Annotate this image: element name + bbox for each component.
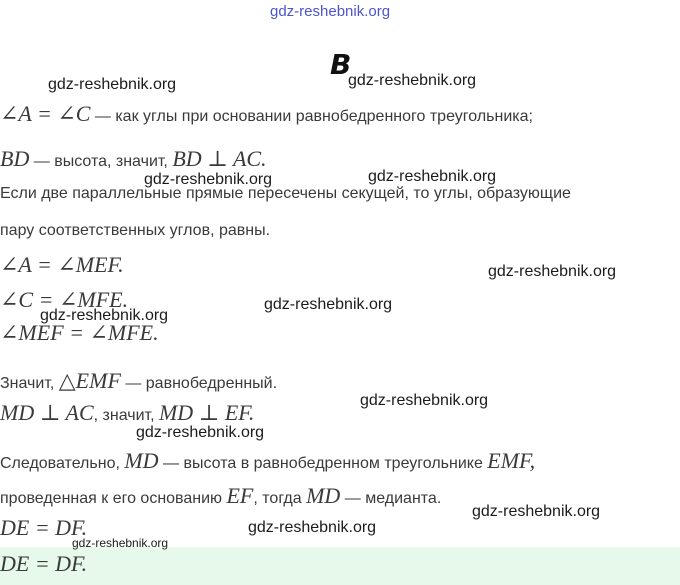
- line-altitude: BD — высота, значит, BD ⊥ AC.: [0, 146, 267, 171]
- line-median: проведенная к его основанию EF, тогда MD — медианта.: [0, 483, 442, 508]
- watermark: gdz-reshebnik.org: [48, 76, 177, 93]
- line-angles-equal: ∠A = ∠C — как углы при основании равнобедренного треугольника;: [0, 101, 533, 126]
- line-perpendicular: MD ⊥ AC, значит, MD ⊥ EF.: [0, 400, 255, 425]
- line-angle-c: ∠C = ∠MFE.: [0, 287, 129, 312]
- line-theorem-cont: пару соответственных углов, равны.: [0, 222, 271, 239]
- watermark: gdz-reshebnik.org: [264, 296, 393, 313]
- watermark: gdz-reshebnik.org: [248, 519, 377, 536]
- line-answer: DE = DF.: [0, 551, 88, 576]
- section-letter: B: [330, 48, 352, 81]
- watermark: gdz-reshebnik.org: [136, 424, 265, 441]
- watermark-small: gdz-reshebnik.org: [72, 536, 169, 550]
- watermark: gdz-reshebnik.org: [472, 503, 601, 520]
- watermark: gdz-reshebnik.org: [368, 168, 497, 185]
- watermark: gdz-reshebnik.org: [40, 307, 169, 324]
- watermark: gdz-reshebnik.org: [144, 171, 273, 188]
- answer-highlight: [0, 547, 680, 585]
- line-height: Следовательно, MD — высота в равнобедренном треугольнике EMF,: [0, 448, 536, 473]
- line-isosceles: Значит, △EMF — равнобедренный.: [0, 368, 278, 393]
- line-de-df: DE = DF.: [0, 515, 88, 540]
- watermark-top: gdz-reshebnik.org: [270, 3, 391, 20]
- line-theorem: Если две параллельные прямые пересечены секущей, то углы, образующие: [0, 185, 571, 202]
- line-angles-mef-mfe: ∠MEF = ∠MFE.: [0, 320, 159, 345]
- line-angle-a: ∠A = ∠MEF.: [0, 252, 124, 277]
- watermark: gdz-reshebnik.org: [348, 72, 477, 89]
- watermark: gdz-reshebnik.org: [360, 392, 489, 409]
- watermark: gdz-reshebnik.org: [488, 263, 617, 280]
